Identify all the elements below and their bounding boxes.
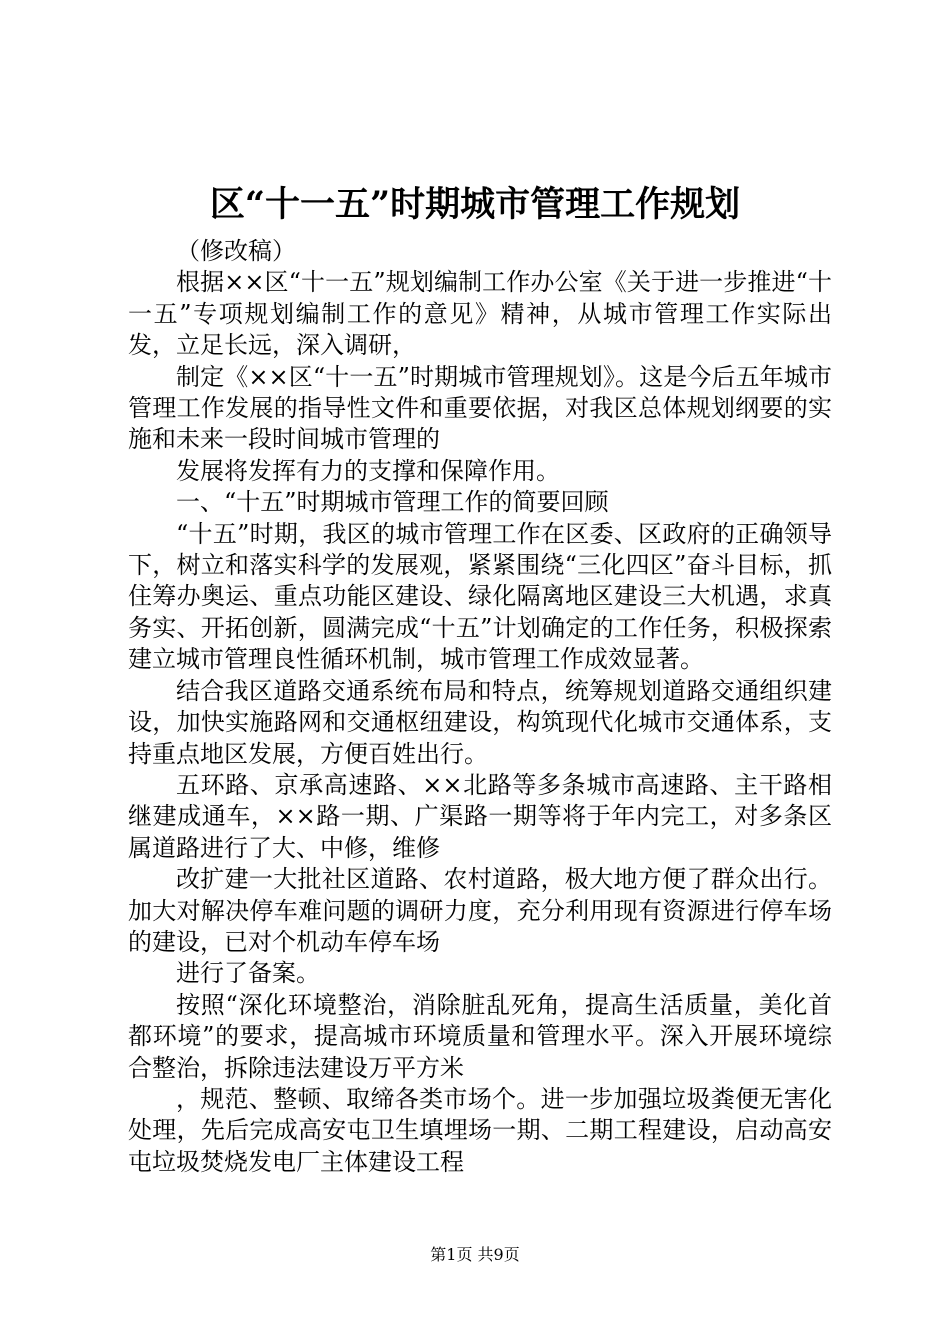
paragraph: 按照“深化环境整治，消除脏乱死角，提高生活质量，美化首都环境”的要求，提高城市环境质量和管理水平。深入开展环境综合整治，拆除违法建设万平方米 [128, 990, 832, 1082]
page-footer: 第1页 共9页 [430, 1245, 520, 1264]
document-body [128, 236, 832, 1178]
paragraph-revision-note: （修改稿） [176, 237, 296, 265]
paragraph: 五环路、京承高速路、××北路等多条城市高速路、主干路相继建成通车，××路一期、广渠路一期等将于年内完工，对多条区属道路进行了大、中修，维修 [128, 770, 832, 862]
paragraph: 改扩建一大批社区道路、农村道路，极大地方便了群众出行。加大对解决停车难问题的调研力度，充分利用现有资源进行停车场的建设，已对个机动车停车场 [128, 865, 832, 956]
paragraph: 进行了备案。 [176, 959, 320, 988]
section-heading: 一、“十五”时期城市管理工作的简要回顾 [176, 488, 609, 517]
document-title: 区“十一五”时期城市管理工作规划 [209, 184, 741, 225]
paragraph: 发展将发挥有力的支撑和保障作用。 [176, 456, 560, 485]
paragraph: 制定《××区“十一五”时期城市管理规划》。这是今后五年城市管理工作发展的指导性文件和重要依据，对我区总体规划纲要的实施和未来一段时间城市管理的 [128, 362, 832, 454]
paragraph: 结合我区道路交通系统布局和特点，统筹规划道路交通组织建设，加快实施路网和交通枢纽建设，构筑现代化城市交通体系，支持重点地区发展，方便百姓出行。 [128, 676, 832, 768]
paragraph: “十五”时期，我区的城市管理工作在区委、区政府的正确领导下，树立和落实科学的发展观，紧紧围绕“三化四区”奋斗目标，抓住筹办奥运、重点功能区建设、绿化隔离地区建设三大机遇，求真务实、开拓创新，圆满完成“十五”计划确定的工作任务，积极探索建立城市管理良性循环机制，城市管理工作成效显著。 [128, 519, 832, 674]
paragraph: 根据××区“十一五”规划编制工作办公室《关于进一步推进“十一五”专项规划编制工作的意见》精神，从城市管理工作实际出发，立足长远，深入调研， [128, 268, 832, 360]
paragraph: ，规范、整顿、取缔各类市场个。进一步加强垃圾粪便无害化处理，先后完成高安屯卫生填埋场一期、二期工程建设，启动高安屯垃圾焚烧发电厂主体建设工程 [128, 1084, 832, 1176]
